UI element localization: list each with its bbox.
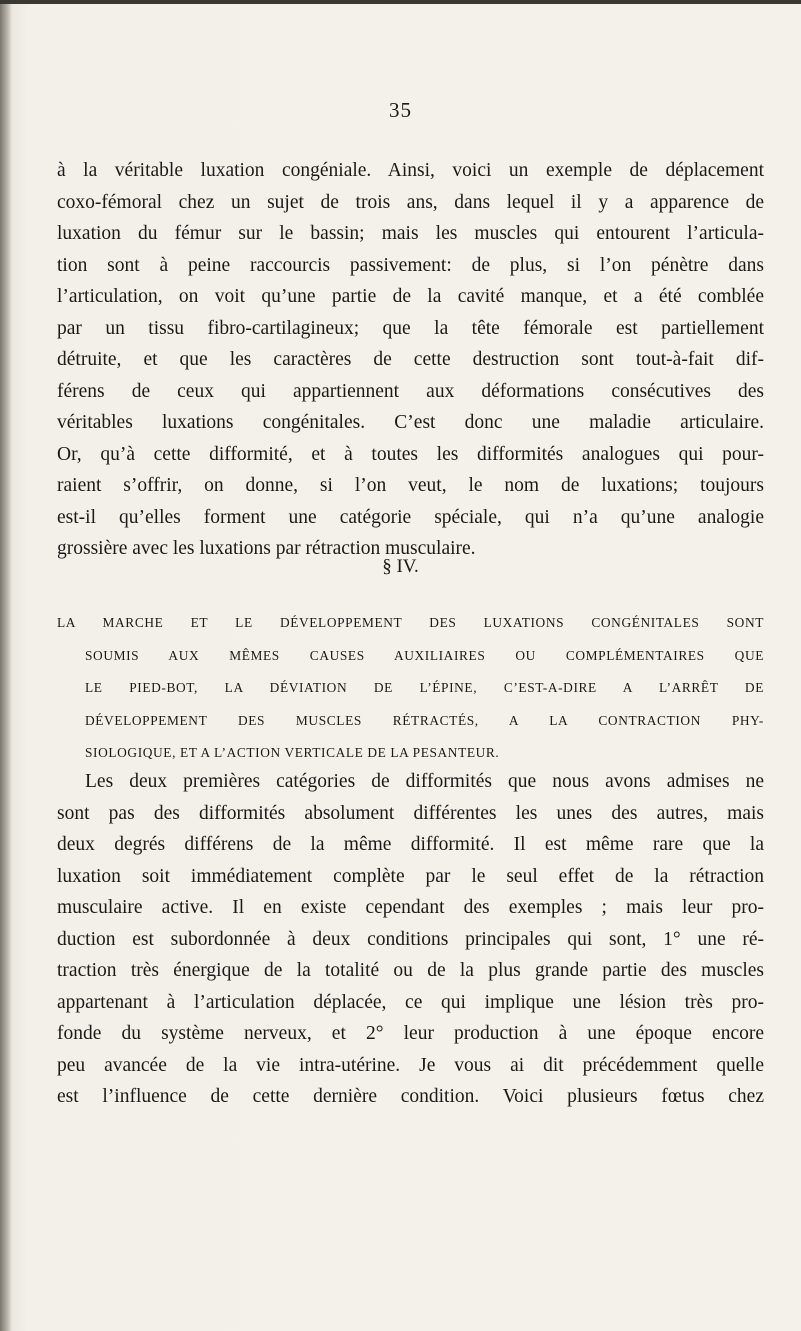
text-line: raient s’offrir, on donne, si l’on veut, le nom de luxations; toujours <box>57 475 764 496</box>
text-line: détruite, et que les caractères de cette destruction sont tout-à-fait dif- <box>57 349 764 370</box>
heading-line: LE PIED-BOT, LA DÉVIATION DE L’ÉPINE, C’EST-A-DIRE A L’ARRÊT DE <box>85 680 764 695</box>
book-spine-shadow <box>0 0 12 1331</box>
text-line: luxation soit immédiatement complète par le seul effet de la rétraction <box>57 865 764 887</box>
text-line: est-il qu’elles forment une catégorie spéciale, qui n’a qu’une analogie <box>57 506 764 528</box>
text-line: tion sont à peine raccourcis passivement: de plus, si l’on pénètre dans <box>57 254 764 276</box>
text-line: grossière avec les luxations par rétraction musculaire. <box>57 538 476 559</box>
text-line: coxo-fémoral chez un sujet de trois ans, dans lequel il y a apparence de <box>57 191 764 213</box>
section-number: § IV. <box>382 556 419 577</box>
heading-line: SOUMIS AUX MÊMES CAUSES AUXILIAIRES OU COMPLÉMENTAIRES QUE <box>85 647 764 663</box>
paragraph-2 <box>57 766 764 1113</box>
text-line: véritables luxations congénitales. C’est donc une maladie articulaire. <box>57 412 764 433</box>
text-line: sont pas des difformités absolument différentes les unes des autres, mais <box>57 802 764 824</box>
text-line: l’articulation, on voit qu’une partie de la cavité manque, et a été comblée <box>57 286 764 307</box>
text-line: traction très énergique de la totalité ou de la plus grande partie des muscles <box>57 960 764 981</box>
scan-edge <box>0 0 801 4</box>
text-line: duction est subordonnée à deux conditions principales qui sont, 1° une ré- <box>57 928 764 950</box>
text-line: est l’influence de cette dernière condition. Voici plusieurs fœtus chez <box>57 1086 764 1107</box>
text-line: par un tissu fibro-cartilagineux; que la tête fémorale est partiellement <box>57 317 764 339</box>
paragraph-1 <box>57 155 764 565</box>
text-line: Or, qu’à cette difformité, et à toutes les difformités analogues qui pour- <box>57 443 764 465</box>
page-number: 35 <box>389 98 412 122</box>
text-line: férens de ceux qui appartiennent aux déformations consécutives des <box>57 380 764 402</box>
text-line: fonde du système nerveux, et 2° leur production à une époque encore <box>57 1023 764 1044</box>
heading-line: LA MARCHE ET LE DÉVELOPPEMENT DES LUXATIONS CONGÉNITALES SONT <box>57 615 764 630</box>
text-line: Les deux premières catégories de difformités que nous avons admises ne <box>85 771 764 792</box>
text-line: appartenant à l’articulation déplacée, ce qui implique une lésion très pro- <box>57 991 764 1013</box>
section-heading <box>57 607 764 770</box>
text-line: luxation du fémur sur le bassin; mais les muscles qui entourent l’articula- <box>57 223 764 244</box>
heading-line: DÉVELOPPEMENT DES MUSCLES RÉTRACTÉS, A LA CONTRACTION PHY- <box>85 712 764 728</box>
text-line: deux degrés différens de la même difformité. Il est même rare que la <box>57 834 764 855</box>
heading-line: SIOLOGIQUE, ET A L’ACTION VERTICALE DE LA PESANTEUR. <box>85 745 500 760</box>
text-line: musculaire active. Il en existe cependant des exemples ; mais leur pro- <box>57 897 764 918</box>
text-line: à la véritable luxation congéniale. Ainsi, voici un exemple de déplacement <box>57 160 764 181</box>
text-line: peu avancée de la vie intra-utérine. Je vous ai dit précédemment quelle <box>57 1054 764 1076</box>
